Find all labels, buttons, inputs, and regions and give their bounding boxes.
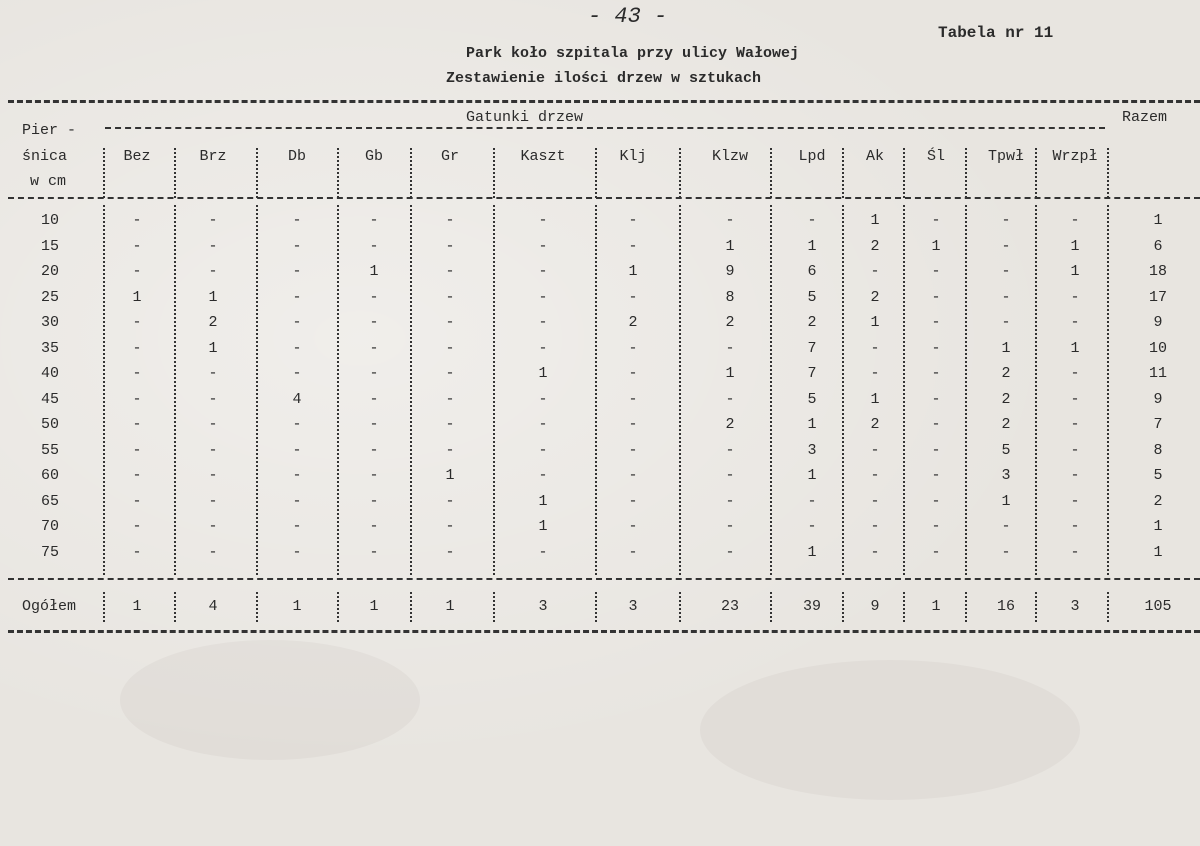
table-cell: - <box>132 390 142 408</box>
table-cell: - <box>1001 543 1011 561</box>
row-total: 10 <box>1148 339 1168 357</box>
table-cell: - <box>292 467 302 484</box>
table-cell: - <box>132 365 142 382</box>
table-cell: - <box>369 339 379 357</box>
table-cell: - <box>369 518 379 535</box>
footer-cell: 1 <box>132 598 142 615</box>
table-cell: - <box>870 518 880 535</box>
row-total: 7 <box>1153 416 1163 433</box>
table-cell: - <box>1070 441 1080 459</box>
row-diameter: 70 <box>40 518 60 535</box>
table-cell: - <box>628 467 638 484</box>
table-cell: 2 <box>628 314 638 331</box>
table-cell: - <box>445 212 455 229</box>
table-cell: - <box>208 492 218 510</box>
table-cell: - <box>1001 314 1011 331</box>
table-cell: - <box>208 441 218 459</box>
table-cell: - <box>931 467 941 484</box>
column-separator <box>770 148 772 198</box>
row-diameter: 15 <box>40 237 60 255</box>
paper-stain <box>700 660 1080 800</box>
header-species-9: Ak <box>865 148 885 165</box>
row-total: 9 <box>1153 314 1163 331</box>
bottom-rule <box>8 630 1200 633</box>
column-separator <box>1107 148 1109 198</box>
row-diameter: 20 <box>40 263 60 280</box>
table-cell: 2 <box>725 314 735 331</box>
table-cell: - <box>208 212 218 229</box>
header-species-0: Bez <box>123 148 151 165</box>
table-cell: - <box>725 212 735 229</box>
table-cell: - <box>1070 543 1080 561</box>
footer-cell: 23 <box>720 598 740 615</box>
column-separator <box>903 592 905 622</box>
table-number: Tabela nr 11 <box>938 24 1054 42</box>
table-cell: - <box>132 467 142 484</box>
table-cell: - <box>1070 212 1080 229</box>
table-cell: 2 <box>208 314 218 331</box>
column-separator <box>842 148 844 198</box>
row-diameter: 40 <box>40 365 60 382</box>
table-cell: - <box>807 518 817 535</box>
table-cell: - <box>628 339 638 357</box>
column-separator <box>770 205 772 575</box>
column-separator <box>903 148 905 198</box>
column-separator <box>493 205 495 575</box>
footer-label: Ogółem <box>22 598 77 615</box>
table-cell: - <box>538 339 548 357</box>
row-total: 11 <box>1148 365 1168 382</box>
table-cell: - <box>725 518 735 535</box>
footer-top-rule <box>8 578 1200 580</box>
table-cell: - <box>870 263 880 280</box>
table-cell: 2 <box>870 237 880 255</box>
table-cell: 6 <box>807 263 817 280</box>
column-separator <box>1107 592 1109 622</box>
table-cell: 1 <box>725 237 735 255</box>
column-separator <box>174 205 176 575</box>
table-cell: - <box>132 543 142 561</box>
table-cell: 5 <box>1001 441 1011 459</box>
top-rule <box>8 100 1200 103</box>
table-cell: - <box>538 390 548 408</box>
table-subtitle: Zestawienie ilości drzew w sztukach <box>446 70 762 87</box>
table-cell: 1 <box>807 543 817 561</box>
table-cell: 1 <box>445 467 455 484</box>
column-separator <box>337 205 339 575</box>
table-cell: 2 <box>1001 390 1011 408</box>
row-diameter: 45 <box>40 390 60 408</box>
header-species-1: Brz <box>199 148 227 165</box>
table-cell: - <box>445 365 455 382</box>
table-cell: - <box>369 441 379 459</box>
column-separator <box>595 205 597 575</box>
table-cell: - <box>208 467 218 484</box>
table-cell: 1 <box>208 339 218 357</box>
row-diameter: 75 <box>40 543 60 561</box>
table-cell: - <box>208 263 218 280</box>
table-cell: - <box>725 492 735 510</box>
footer-cell: 16 <box>996 598 1016 615</box>
table-cell: 1 <box>1001 492 1011 510</box>
table-cell: - <box>369 492 379 510</box>
table-cell: - <box>292 518 302 535</box>
table-cell: - <box>725 467 735 484</box>
footer-cell: 9 <box>870 598 880 615</box>
column-separator <box>965 592 967 622</box>
table-cell: - <box>628 365 638 382</box>
table-cell: - <box>445 441 455 459</box>
table-cell: - <box>1001 518 1011 535</box>
table-cell: - <box>369 314 379 331</box>
table-cell: - <box>538 237 548 255</box>
table-cell: - <box>1001 212 1011 229</box>
table-cell: 2 <box>870 288 880 306</box>
table-cell: - <box>538 467 548 484</box>
footer-cell: 39 <box>802 598 822 615</box>
column-separator <box>337 592 339 622</box>
header-species-4: Gr <box>440 148 460 165</box>
table-cell: 1 <box>628 263 638 280</box>
table-cell: - <box>445 518 455 535</box>
table-cell: - <box>1070 492 1080 510</box>
table-cell: - <box>369 467 379 484</box>
table-cell: 1 <box>807 416 817 433</box>
table-cell: - <box>538 288 548 306</box>
table-cell: - <box>931 212 941 229</box>
table-cell: 1 <box>538 492 548 510</box>
table-cell: 1 <box>1070 263 1080 280</box>
table-cell: - <box>132 339 142 357</box>
row-total: 8 <box>1153 441 1163 459</box>
column-separator <box>965 148 967 198</box>
column-separator <box>1035 592 1037 622</box>
table-cell: - <box>369 390 379 408</box>
column-separator <box>256 205 258 575</box>
header-species-11: Tpwł <box>987 148 1025 165</box>
column-separator <box>256 148 258 198</box>
row-total: 17 <box>1148 288 1168 306</box>
table-cell: - <box>628 416 638 433</box>
table-cell: 3 <box>807 441 817 459</box>
column-separator <box>770 592 772 622</box>
column-separator <box>1035 148 1037 198</box>
column-separator <box>679 592 681 622</box>
table-cell: 4 <box>292 390 302 408</box>
table-cell: 2 <box>725 416 735 433</box>
table-cell: 2 <box>1001 365 1011 382</box>
group-rule <box>105 127 1105 129</box>
table-cell: - <box>538 263 548 280</box>
table-cell: - <box>445 416 455 433</box>
table-cell: - <box>445 314 455 331</box>
footer-cell: 1 <box>369 598 379 615</box>
table-cell: - <box>538 314 548 331</box>
table-cell: - <box>445 288 455 306</box>
table-cell: - <box>538 212 548 229</box>
header-species-6: Klj <box>619 148 647 165</box>
table-cell: - <box>931 263 941 280</box>
table-cell: - <box>628 543 638 561</box>
table-cell: - <box>445 492 455 510</box>
table-cell: - <box>1070 416 1080 433</box>
column-separator <box>337 148 339 198</box>
header-species-3: Gb <box>364 148 384 165</box>
table-cell: - <box>931 339 941 357</box>
table-cell: - <box>870 543 880 561</box>
table-cell: - <box>208 237 218 255</box>
table-cell: 3 <box>1001 467 1011 484</box>
table-cell: - <box>628 237 638 255</box>
table-cell: - <box>369 237 379 255</box>
table-cell: 8 <box>725 288 735 306</box>
table-cell: - <box>931 416 941 433</box>
table-cell: - <box>870 441 880 459</box>
table-cell: - <box>369 365 379 382</box>
table-cell: - <box>538 543 548 561</box>
footer-total: 105 <box>1144 598 1172 615</box>
column-separator <box>493 148 495 198</box>
row-diameter: 50 <box>40 416 60 433</box>
row-total: 9 <box>1153 390 1163 408</box>
table-cell: - <box>445 339 455 357</box>
table-cell: - <box>1070 365 1080 382</box>
table-cell: - <box>931 314 941 331</box>
table-cell: - <box>445 237 455 255</box>
table-cell: - <box>870 365 880 382</box>
table-cell: 1 <box>725 365 735 382</box>
table-cell: - <box>445 263 455 280</box>
footer-cell: 1 <box>445 598 455 615</box>
table-cell: - <box>208 518 218 535</box>
table-cell: - <box>132 441 142 459</box>
column-separator <box>1107 205 1109 575</box>
table-cell: - <box>292 339 302 357</box>
row-total: 5 <box>1153 467 1163 484</box>
table-cell: 1 <box>870 390 880 408</box>
table-cell: - <box>292 543 302 561</box>
column-separator <box>679 148 681 198</box>
row-diameter: 10 <box>40 212 60 229</box>
table-cell: - <box>628 441 638 459</box>
table-cell: - <box>725 339 735 357</box>
table-cell: - <box>628 212 638 229</box>
table-cell: 1 <box>1070 237 1080 255</box>
paper-stain <box>120 640 420 760</box>
header-species-2: Db <box>287 148 307 165</box>
header-species-group: Gatunki drzew <box>466 109 584 126</box>
column-separator <box>410 205 412 575</box>
footer-cell: 4 <box>208 598 218 615</box>
column-separator <box>595 148 597 198</box>
table-cell: 1 <box>870 212 880 229</box>
table-cell: - <box>445 390 455 408</box>
table-cell: - <box>292 492 302 510</box>
table-cell: - <box>931 441 941 459</box>
table-cell: - <box>725 441 735 459</box>
table-cell: - <box>1070 288 1080 306</box>
column-separator <box>595 592 597 622</box>
table-cell: - <box>208 390 218 408</box>
table-cell: - <box>1070 467 1080 484</box>
column-separator <box>679 205 681 575</box>
header-total: Razem <box>1122 109 1168 126</box>
column-separator <box>493 592 495 622</box>
column-separator <box>103 592 105 622</box>
row-diameter: 65 <box>40 492 60 510</box>
footer-cell: 1 <box>292 598 302 615</box>
column-separator <box>965 205 967 575</box>
table-cell: 1 <box>1070 339 1080 357</box>
table-cell: 1 <box>870 314 880 331</box>
column-separator <box>903 205 905 575</box>
table-cell: - <box>931 390 941 408</box>
column-separator <box>842 592 844 622</box>
table-cell: - <box>1001 237 1011 255</box>
table-cell: - <box>538 441 548 459</box>
table-cell: - <box>725 390 735 408</box>
row-total: 1 <box>1153 543 1163 561</box>
table-cell: - <box>292 441 302 459</box>
table-cell: - <box>1001 288 1011 306</box>
table-cell: 2 <box>1001 416 1011 433</box>
table-cell: - <box>132 212 142 229</box>
table-cell: 2 <box>870 416 880 433</box>
table-cell: - <box>807 492 817 510</box>
table-cell: - <box>208 543 218 561</box>
table-cell: - <box>538 416 548 433</box>
table-cell: - <box>369 212 379 229</box>
row-total: 6 <box>1153 237 1163 255</box>
table-cell: - <box>292 212 302 229</box>
table-cell: - <box>725 543 735 561</box>
table-cell: - <box>628 492 638 510</box>
table-cell: - <box>1001 263 1011 280</box>
page-number: - 43 - <box>588 4 668 29</box>
table-cell: - <box>132 237 142 255</box>
table-cell: - <box>931 492 941 510</box>
table-cell: - <box>208 365 218 382</box>
table-cell: - <box>132 518 142 535</box>
table-cell: - <box>369 288 379 306</box>
row-total: 2 <box>1153 492 1163 510</box>
column-separator <box>256 592 258 622</box>
header-species-8: Lpd <box>798 148 826 165</box>
table-cell: 1 <box>538 518 548 535</box>
table-cell: 2 <box>807 314 817 331</box>
table-cell: - <box>870 492 880 510</box>
table-cell: 1 <box>369 263 379 280</box>
table-cell: - <box>445 543 455 561</box>
header-species-7: Klzw <box>711 148 749 165</box>
table-cell: - <box>208 416 218 433</box>
row-diameter: 55 <box>40 441 60 459</box>
table-cell: 1 <box>208 288 218 306</box>
table-cell: 1 <box>931 237 941 255</box>
column-separator <box>842 205 844 575</box>
table-cell: 9 <box>725 263 735 280</box>
table-cell: - <box>628 288 638 306</box>
table-cell: - <box>628 390 638 408</box>
table-cell: - <box>132 314 142 331</box>
table-cell: 1 <box>132 288 142 306</box>
column-separator <box>1035 205 1037 575</box>
row-diameter: 25 <box>40 288 60 306</box>
table-cell: 7 <box>807 339 817 357</box>
header-species-10: Śl <box>926 148 946 165</box>
table-cell: - <box>931 365 941 382</box>
header-diameter-line2: śnica <box>22 148 68 165</box>
column-separator <box>103 205 105 575</box>
table-cell: - <box>292 263 302 280</box>
column-separator <box>174 148 176 198</box>
header-species-5: Kaszt <box>520 148 566 165</box>
header-diameter-line1: Pier - <box>22 122 77 139</box>
table-cell: - <box>807 212 817 229</box>
table-cell: 5 <box>807 288 817 306</box>
header-rule <box>8 197 1200 199</box>
table-cell: - <box>292 314 302 331</box>
table-cell: - <box>132 263 142 280</box>
row-diameter: 30 <box>40 314 60 331</box>
footer-cell: 3 <box>1070 598 1080 615</box>
table-cell: 1 <box>807 467 817 484</box>
footer-cell: 3 <box>538 598 548 615</box>
footer-cell: 1 <box>931 598 941 615</box>
table-cell: - <box>870 467 880 484</box>
table-cell: - <box>292 237 302 255</box>
table-cell: - <box>292 365 302 382</box>
table-cell: - <box>292 416 302 433</box>
table-cell: - <box>132 492 142 510</box>
footer-cell: 3 <box>628 598 638 615</box>
table-cell: 1 <box>538 365 548 382</box>
table-cell: - <box>1070 314 1080 331</box>
table-cell: - <box>870 339 880 357</box>
table-cell: 7 <box>807 365 817 382</box>
table-cell: - <box>628 518 638 535</box>
column-separator <box>410 592 412 622</box>
column-separator <box>103 148 105 198</box>
column-separator <box>174 592 176 622</box>
row-diameter: 60 <box>40 467 60 484</box>
table-cell: 1 <box>807 237 817 255</box>
table-cell: - <box>931 543 941 561</box>
row-total: 1 <box>1153 212 1163 229</box>
row-total: 18 <box>1148 263 1168 280</box>
table-cell: - <box>1070 390 1080 408</box>
header-diameter-line3: w cm <box>30 173 67 190</box>
table-cell: - <box>931 288 941 306</box>
table-cell: - <box>369 543 379 561</box>
row-diameter: 35 <box>40 339 60 357</box>
table-cell: - <box>292 288 302 306</box>
table-title: Park koło szpitala przy ulicy Wałowej <box>466 45 800 62</box>
header-species-12: Wrzpł <box>1052 148 1098 165</box>
table-cell: - <box>132 416 142 433</box>
table-cell: - <box>369 416 379 433</box>
column-separator <box>410 148 412 198</box>
table-cell: - <box>931 518 941 535</box>
row-total: 1 <box>1153 518 1163 535</box>
table-cell: - <box>1070 518 1080 535</box>
table-cell: 5 <box>807 390 817 408</box>
table-cell: 1 <box>1001 339 1011 357</box>
